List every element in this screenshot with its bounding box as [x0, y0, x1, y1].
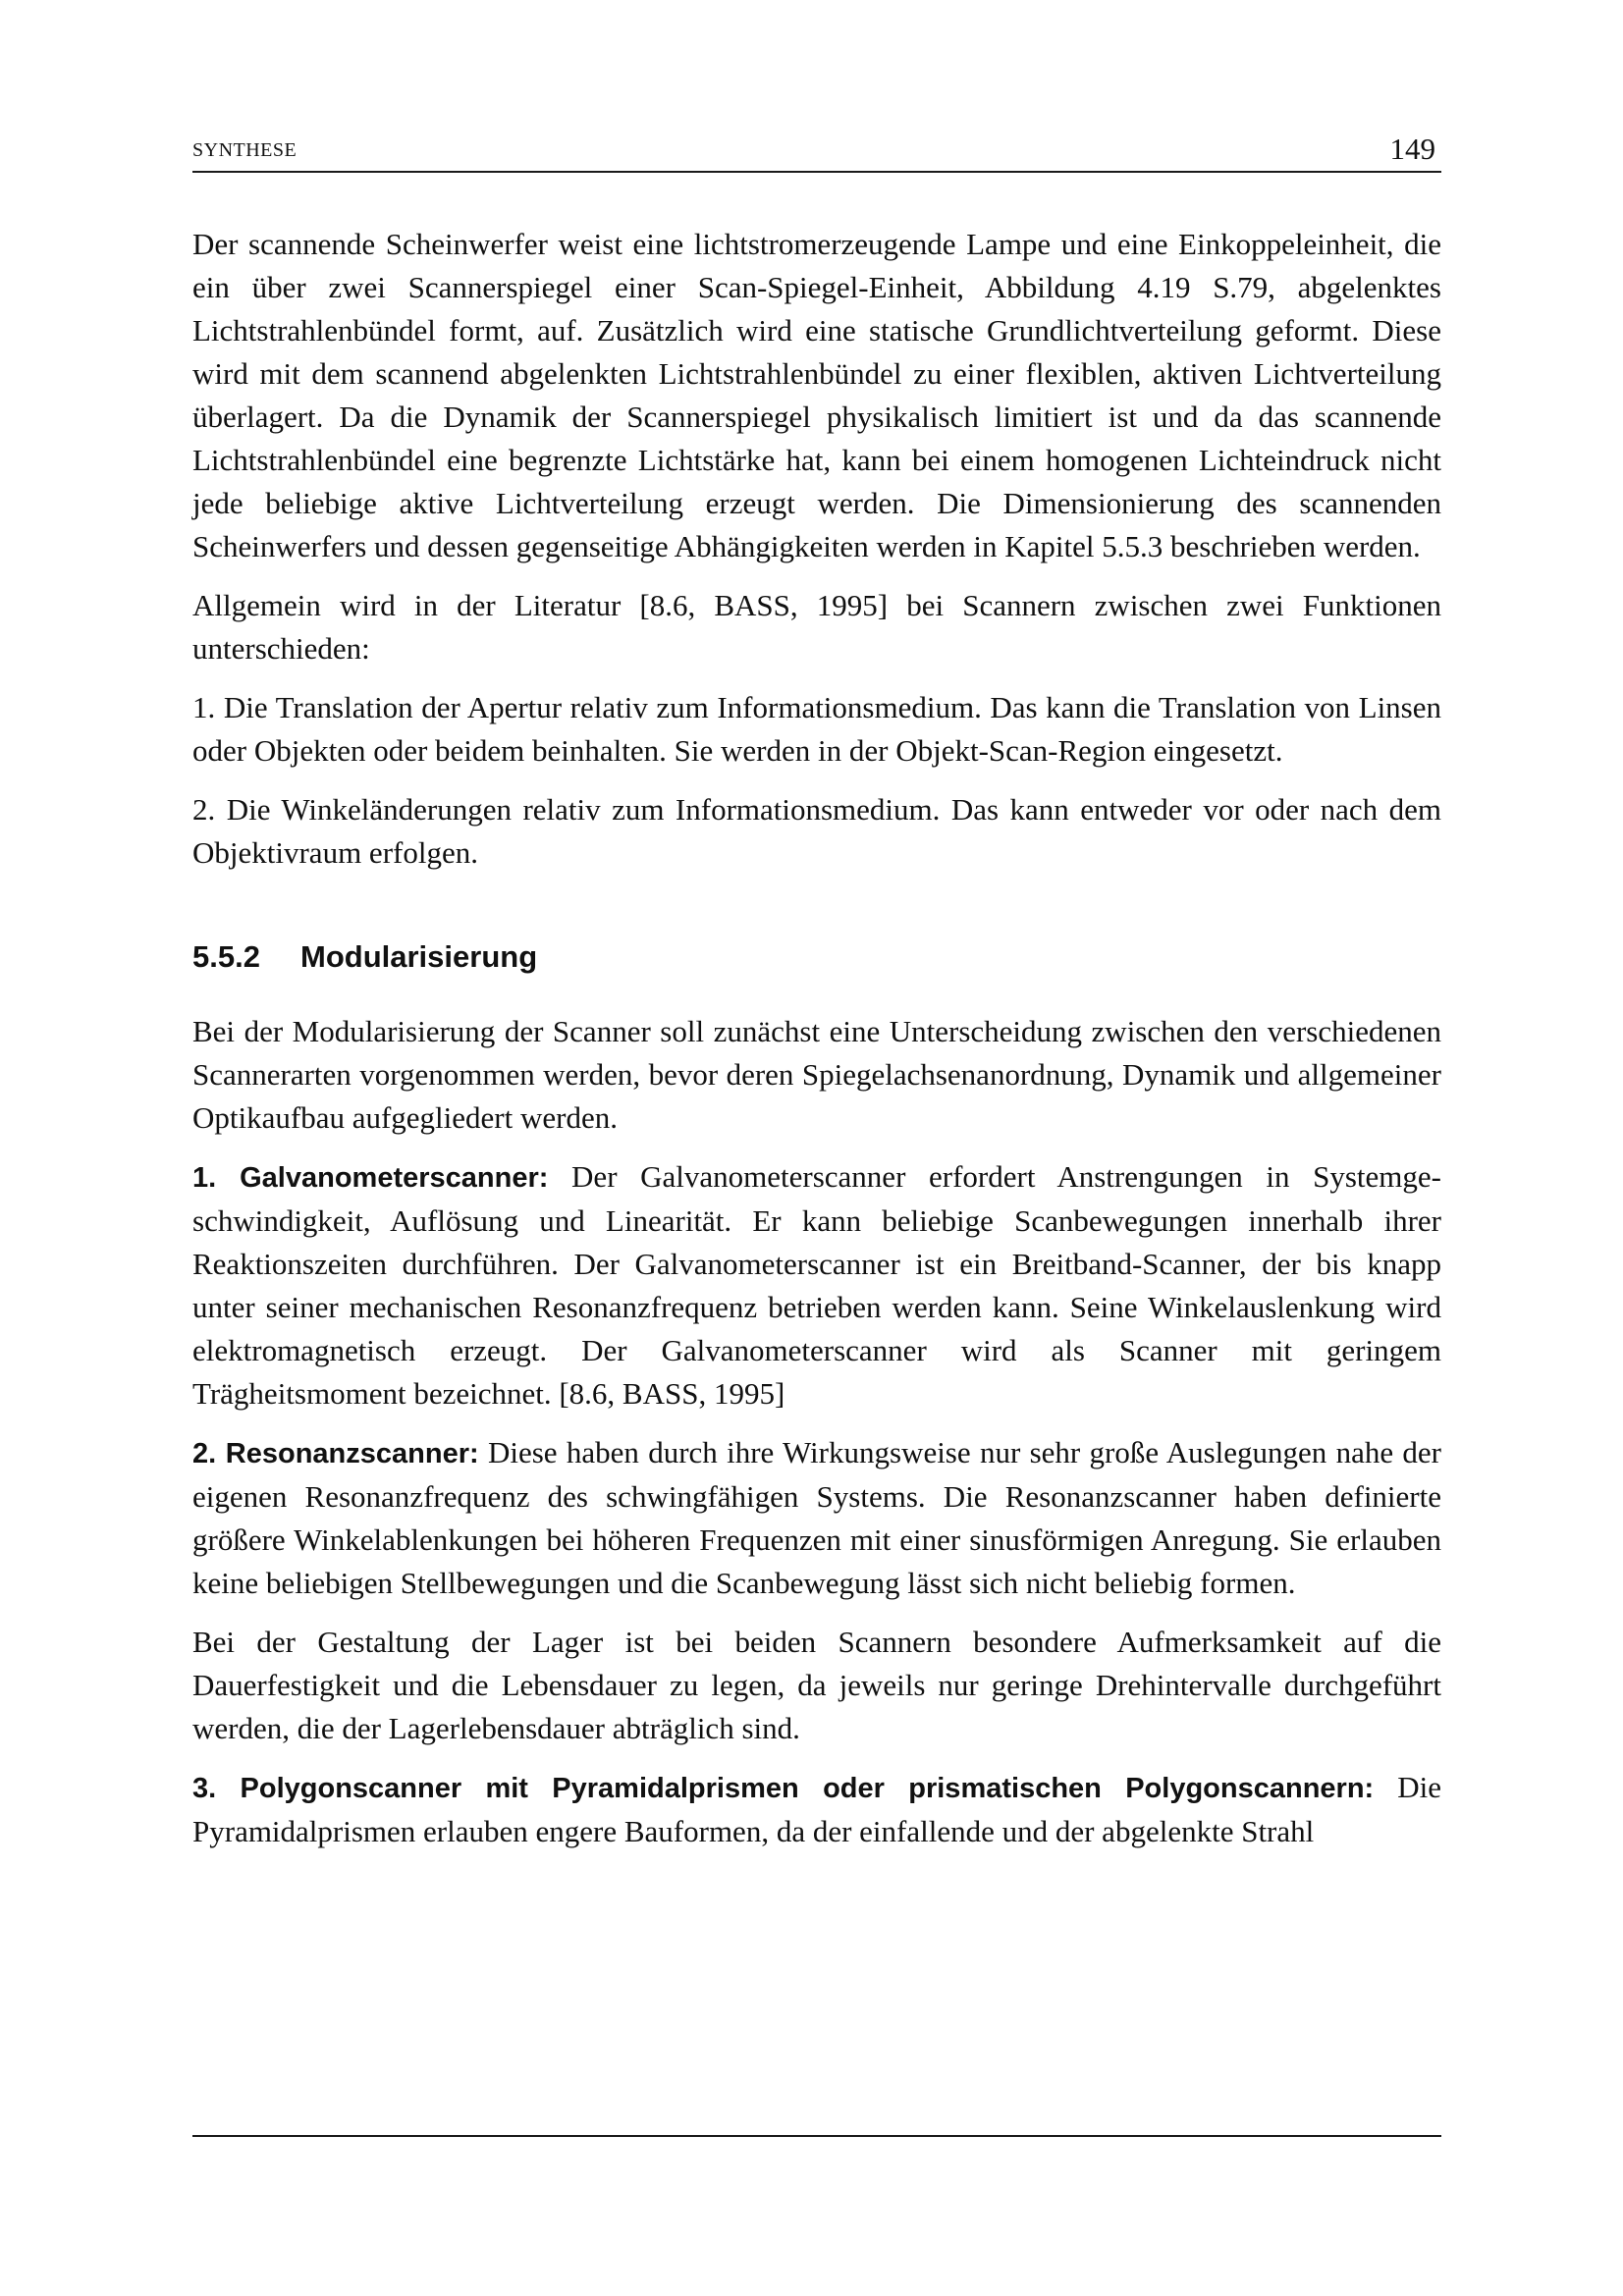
paragraph: Allgemein wird in der Literatur [8.6, BASS, 1995] bei Scannern zwischen zwei Funktionen unterschieden:: [192, 588, 1441, 666]
list-item: 1. Die Translation der Apertur relativ zum Informationsmedium. Das kann die Translation von Linsen oder Objekten oder beidem beinhalten. Sie werden in der Objekt-Scan-Region eingesetzt.: [192, 690, 1441, 768]
definition-paragraph: [192, 1155, 1441, 1415]
section-title: Modularisierung: [300, 939, 538, 974]
term-label: 3. Polygonscanner mit Pyramidalprismen oder prismatischen Polygonscannern:: [192, 1773, 1375, 1804]
header-section-title: synthese: [192, 132, 298, 163]
paragraph: Bei der Gestaltung der Lager ist bei beiden Scannern besondere Aufmerksamkeit auf die Dauerfestigkeit und die Lebensdauer zu legen, da jeweils nur geringe Drehintervalle durchgeführt werden, die der Lagerlebensdauer abträglich sind.: [192, 1625, 1441, 1745]
page-number: 149: [1389, 132, 1435, 166]
section-number: 5.5.2: [192, 939, 260, 974]
list-item: 2. Die Winkeländerungen relativ zum Informationsmedium. Das kann entweder vor oder nach dem Objektivraum erfolgen.: [192, 792, 1441, 870]
term-description: Der Galvanometerscanner erfordert Anstrengungen in Systemgeschwindigkeit, Auflösung und Linearität. Er kann beliebige Scanbewegungen innerhalb ihrer Reaktionszeiten durchführen. Der Galvanometerscanner ist ein Breitband-Scanner, der bis knapp unter seiner mechanischen Resonanzfrequenz betrieben werden kann. Seine Winkelauslenkung wird elektromagnetisch erzeugt. Der Galvanometerscanner wird als Scanner mit geringem Trägheitsmoment bezeichnet. [8.6, BASS, 1995]: [192, 1159, 1441, 1411]
definition-paragraph: [192, 1431, 1441, 1605]
running-header: [192, 126, 1441, 173]
term-description: Die Pyramidalprismen erlauben engere Bauformen, da der einfallende und der abgelenkte Strahl: [192, 1770, 1441, 1848]
paragraph: Der scannende Scheinwerfer weist eine lichtstromerzeugende Lampe und eine Einkoppeleinheit, die ein über zwei Scannerspiegel einer Scan-Spiegel-Einheit, Abbildung 4.19 S.79, abgelenktes Lichtstrahlenbündel formt, auf. Zusätzlich wird eine statische Grundlichtverteilung geformt. Diese wird mit dem scannend abgelenkten Lichtstrahlenbündel zu einer flexiblen, aktiven Lichtverteilung überlagert. Da die Dynamik der Scannerspiegel physikalisch limitiert ist und da das scannende Lichtstrahlenbündel eine begrenzte Lichtstärke hat, kann bei einem homogenen Lichteindruck nicht jede beliebige aktive Lichtverteilung erzeugt werden. Die Dimensionierung des scannenden Scheinwerfers und dessen gegenseitige Abhängigkeiten werden in Kapitel 5.5.3 beschrieben werden.: [192, 227, 1441, 563]
footer-rule: [192, 2135, 1441, 2137]
term-description: Diese haben durch ihre Wirkungsweise nur sehr große Auslegungen nahe der eigenen Resonanzfrequenz des schwingfähigen Systems. Die Resonanzscanner haben definierte größere Winkelablenkungen bei höheren Frequenzen mit einer sinusförmigen Anregung. Sie erlauben keine beliebigen Stellbewegungen und die Scanbewegung lässt sich nicht beliebig formen.: [192, 1435, 1442, 1600]
definition-paragraph: [192, 1766, 1441, 1853]
term-label: 1. Galvanometerscanner:: [192, 1162, 549, 1194]
paragraph: Bei der Modularisierung der Scanner soll zunächst eine Unterscheidung zwischen den verschiedenen Scannerarten vorgenommen werden, bevor deren Spiegelachsenanordnung, Dynamik und allgemeiner Optikaufbau aufgegliedert werden.: [192, 1014, 1441, 1135]
section-heading: [192, 937, 1441, 977]
term-label: 2. Resonanzscanner:: [192, 1438, 479, 1469]
body-text: [192, 223, 1441, 1853]
